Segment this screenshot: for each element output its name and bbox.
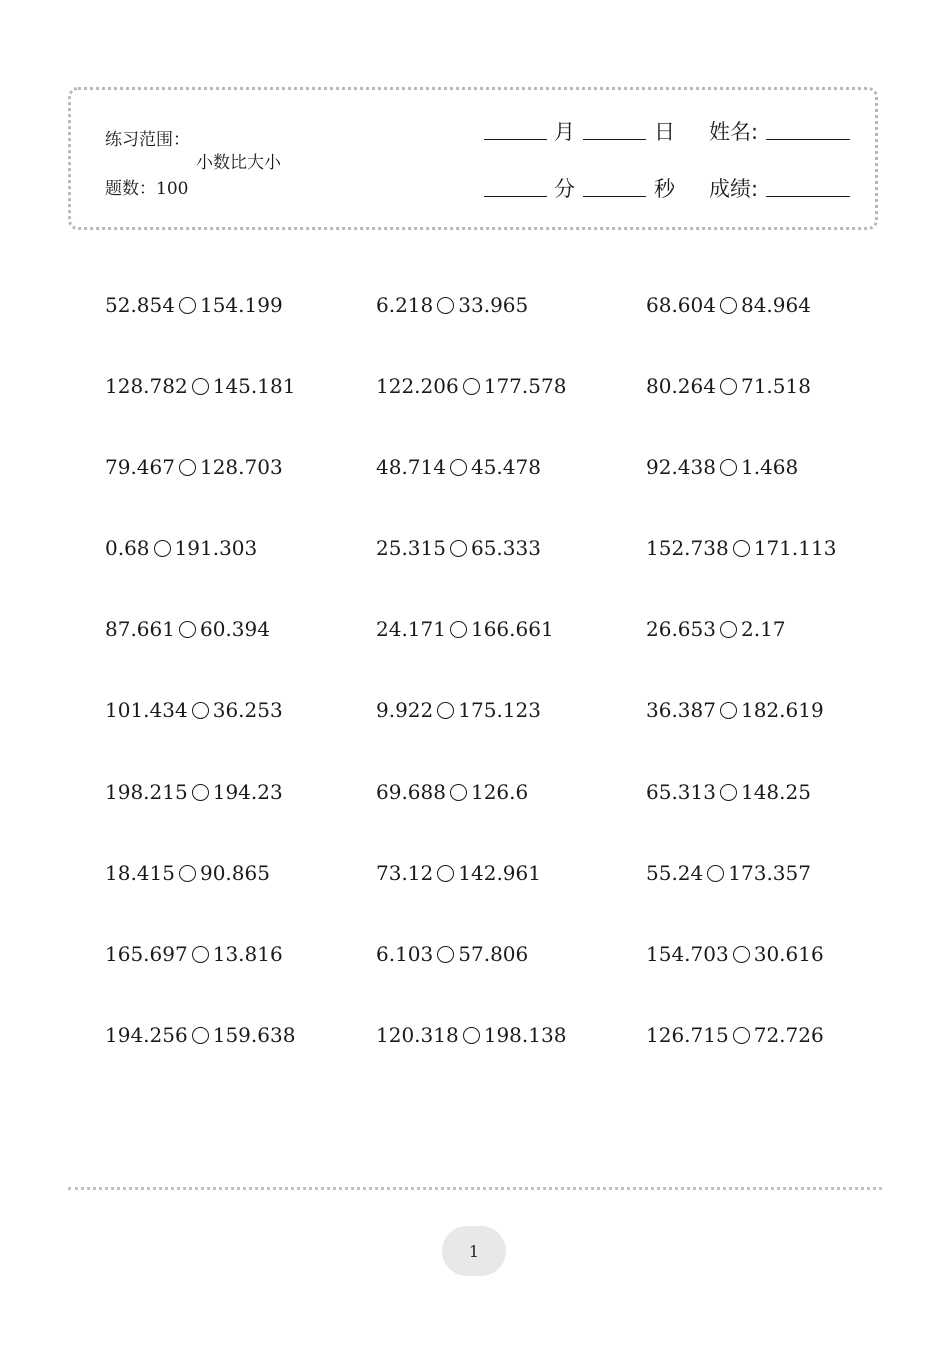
problem-item [646, 782, 811, 802]
problem-right-number: 72.726 [753, 1023, 824, 1047]
answer-circle[interactable] [450, 459, 467, 476]
name-label: 姓名: [709, 120, 759, 144]
answer-circle[interactable] [179, 865, 196, 882]
problem-left-number: 120.318 [376, 1023, 459, 1047]
problem-item [376, 295, 528, 315]
problem-left-number: 73.12 [376, 861, 434, 885]
answer-circle[interactable] [463, 378, 480, 395]
answer-circle[interactable] [720, 621, 737, 638]
page-number: 1 [468, 1241, 480, 1261]
practice-range-label: 练习范围： [105, 130, 190, 150]
problem-left-number: 6.218 [376, 293, 434, 317]
problem-right-number: 175.123 [458, 698, 541, 722]
problem-right-number: 198.138 [483, 1023, 567, 1047]
problem-right-number: 194.23 [212, 780, 283, 804]
problem-item [376, 1025, 566, 1045]
problem-item [376, 863, 541, 883]
answer-circle[interactable] [450, 621, 467, 638]
problem-item [376, 538, 541, 558]
problem-left-number: 55.24 [646, 861, 704, 885]
problem-item [105, 863, 270, 883]
problem-item [646, 700, 824, 720]
answer-circle[interactable] [437, 946, 454, 963]
problem-left-number: 87.661 [105, 617, 175, 641]
answer-circle[interactable] [733, 540, 750, 557]
problem-right-number: 177.578 [483, 374, 567, 398]
problem-left-number: 18.415 [105, 861, 175, 885]
problem-left-number: 68.604 [646, 293, 716, 317]
problem-right-number: 13.816 [212, 942, 283, 966]
problem-item [376, 619, 554, 639]
problem-left-number: 25.315 [376, 536, 446, 560]
problem-item [376, 944, 528, 964]
score-label: 成绩: [709, 177, 759, 201]
problem-left-number: 154.703 [646, 942, 729, 966]
problem-item [105, 782, 283, 802]
answer-circle[interactable] [179, 297, 196, 314]
problem-left-number: 198.215 [105, 780, 188, 804]
page-number-badge [442, 1226, 506, 1276]
problem-right-number: 60.394 [199, 617, 270, 641]
answer-circle[interactable] [192, 1027, 209, 1044]
problem-right-number: 2.17 [740, 617, 786, 641]
answer-circle[interactable] [720, 702, 737, 719]
minute-label: 分 [554, 177, 575, 201]
problem-item [646, 1025, 824, 1045]
problem-left-number: 101.434 [105, 698, 188, 722]
answer-circle[interactable] [179, 459, 196, 476]
problem-right-number: 71.518 [740, 374, 811, 398]
problem-left-number: 69.688 [376, 780, 446, 804]
problem-left-number: 26.653 [646, 617, 716, 641]
answer-circle[interactable] [733, 1027, 750, 1044]
problem-right-number: 145.181 [212, 374, 296, 398]
problem-left-number: 79.467 [105, 455, 175, 479]
problem-item [646, 457, 798, 477]
problem-right-number: 191.303 [174, 536, 258, 560]
answer-circle[interactable] [437, 702, 454, 719]
answer-circle[interactable] [192, 702, 209, 719]
day-blank[interactable] [583, 139, 646, 140]
problem-right-number: 57.806 [458, 942, 529, 966]
problem-right-number: 45.478 [470, 455, 541, 479]
second-label: 秒 [654, 177, 675, 201]
problem-item [376, 782, 528, 802]
problem-right-number: 36.253 [212, 698, 283, 722]
minute-blank[interactable] [484, 196, 547, 197]
problem-item [105, 457, 283, 477]
answer-circle[interactable] [720, 459, 737, 476]
month-label: 月 [554, 120, 575, 144]
answer-circle[interactable] [192, 784, 209, 801]
month-blank[interactable] [484, 139, 547, 140]
question-count-label: 题数： [105, 179, 156, 199]
answer-circle[interactable] [154, 540, 171, 557]
problem-left-number: 122.206 [376, 374, 459, 398]
problem-item [646, 944, 824, 964]
practice-range-value: 小数比大小 [196, 153, 281, 173]
problem-item [646, 538, 836, 558]
problem-item [105, 376, 295, 396]
problem-left-number: 0.68 [105, 536, 150, 560]
problem-right-number: 33.965 [458, 293, 529, 317]
problem-item [105, 295, 283, 315]
name-blank[interactable] [766, 139, 850, 140]
answer-circle[interactable] [720, 297, 737, 314]
problem-item [376, 457, 541, 477]
problem-right-number: 84.964 [740, 293, 811, 317]
problem-right-number: 171.113 [753, 536, 837, 560]
answer-circle[interactable] [192, 378, 209, 395]
problem-item [646, 619, 786, 639]
problem-item [646, 295, 811, 315]
problem-right-number: 30.616 [753, 942, 824, 966]
problem-left-number: 48.714 [376, 455, 446, 479]
problem-left-number: 126.715 [646, 1023, 729, 1047]
problem-item [105, 1025, 295, 1045]
problem-right-number: 148.25 [740, 780, 811, 804]
problem-left-number: 36.387 [646, 698, 716, 722]
problem-right-number: 154.199 [199, 293, 283, 317]
problem-item [105, 944, 283, 964]
problem-left-number: 9.922 [376, 698, 434, 722]
problem-left-number: 128.782 [105, 374, 188, 398]
answer-circle[interactable] [450, 784, 467, 801]
answer-circle[interactable] [463, 1027, 480, 1044]
problem-left-number: 52.854 [105, 293, 175, 317]
problem-right-number: 126.6 [470, 780, 529, 804]
problem-item [105, 619, 270, 639]
answer-circle[interactable] [437, 865, 454, 882]
problem-item [376, 700, 541, 720]
problem-item [105, 538, 257, 558]
question-count-value: 100 [156, 179, 189, 199]
answer-circle[interactable] [437, 297, 454, 314]
problem-left-number: 194.256 [105, 1023, 188, 1047]
problem-item [646, 863, 811, 883]
day-label: 日 [654, 120, 675, 144]
problem-item [105, 700, 283, 720]
problem-left-number: 152.738 [646, 536, 729, 560]
second-blank[interactable] [583, 196, 646, 197]
problem-left-number: 92.438 [646, 455, 716, 479]
problem-right-number: 128.703 [199, 455, 283, 479]
answer-circle[interactable] [707, 865, 724, 882]
problem-right-number: 166.661 [470, 617, 554, 641]
question-count [105, 174, 188, 199]
header-box [68, 87, 878, 230]
problem-right-number: 90.865 [199, 861, 270, 885]
problem-left-number: 24.171 [376, 617, 446, 641]
answer-circle[interactable] [179, 621, 196, 638]
problem-right-number: 1.468 [740, 455, 799, 479]
footer-divider [68, 1187, 882, 1190]
problem-left-number: 6.103 [376, 942, 434, 966]
problem-left-number: 80.264 [646, 374, 716, 398]
problem-item [646, 376, 811, 396]
problem-item [376, 376, 566, 396]
answer-circle[interactable] [450, 540, 467, 557]
problem-right-number: 142.961 [458, 861, 541, 885]
answer-circle[interactable] [733, 946, 750, 963]
answer-circle[interactable] [720, 378, 737, 395]
problem-left-number: 165.697 [105, 942, 188, 966]
answer-circle[interactable] [720, 784, 737, 801]
answer-circle[interactable] [192, 946, 209, 963]
problem-right-number: 65.333 [470, 536, 541, 560]
problem-right-number: 159.638 [212, 1023, 296, 1047]
problem-left-number: 65.313 [646, 780, 716, 804]
problem-right-number: 182.619 [740, 698, 824, 722]
score-blank[interactable] [766, 196, 850, 197]
problem-right-number: 173.357 [728, 861, 811, 885]
